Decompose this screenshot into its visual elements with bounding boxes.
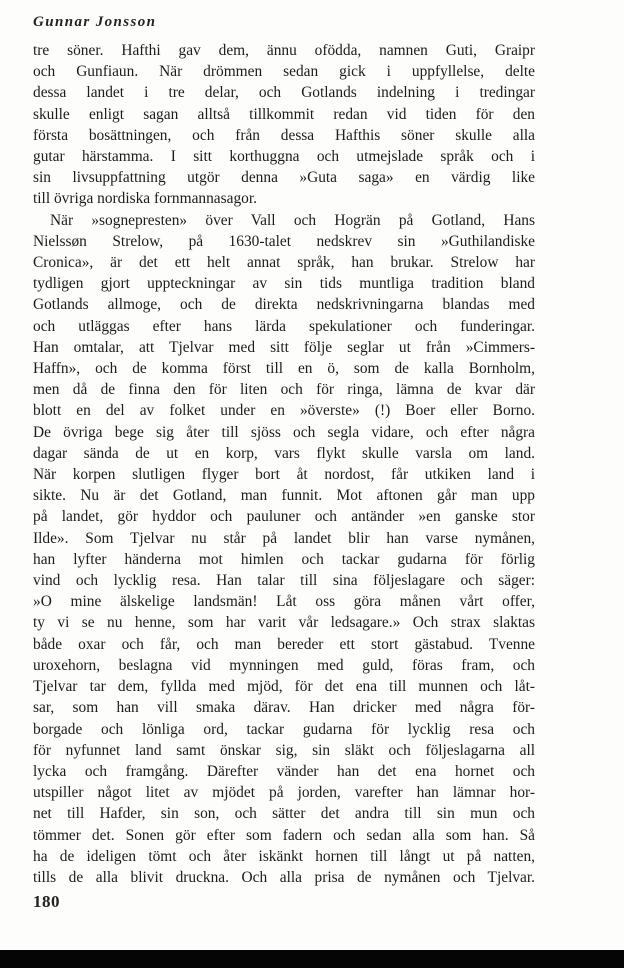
text-line: net till Hafder, sin son, och sätter det andra till sin mun och (33, 805, 535, 823)
text-line: gutar härstamma. I sitt korthuggna och utmejslade språk och i (33, 148, 535, 166)
body-text (33, 40, 535, 888)
text-line: När korpen slutligen flyger bort åt nordost, får utkiken land i (33, 466, 535, 484)
text-line: lycka och framgång. Därefter vänder han det ena hornet och (33, 762, 535, 780)
text-line: och utläggas efter hans lärda spekulationer och funderingar. (33, 317, 535, 335)
text-line: Tjelvar tar dem, fyllda med mjöd, för det ena till munnen och låt- (33, 678, 535, 696)
text-line: »O mine älskelige landsmän! Låt oss göra månen vårt offer, (33, 593, 535, 611)
text-line: skulle enligt sagan alltså tillkommit redan vid tiden för den (33, 105, 535, 123)
text-line: tydligen gjort uppteckningar av sin tids muntliga tradition bland (33, 275, 535, 293)
text-line: vind och lycklig resa. Han talar till sina följeslagare och säger: (33, 572, 535, 590)
text-line: på landet, gör hyddor och pauluner och antänder »en ganske stor (33, 508, 535, 526)
scan-bottom-edge (0, 950, 624, 968)
text-line: både oxar och får, och man bereder ett stort gästabud. Tvenne (33, 635, 535, 653)
running-head: Gunnar Jonsson (33, 14, 157, 30)
text-line: Ilde». Som Tjelvar nu står på landet blir han varse nymånen, (33, 529, 535, 547)
page-number: 180 (33, 892, 60, 911)
text-line: Han omtalar, att Tjelvar med sitt följe seglar ut från »Cimmers- (33, 338, 535, 356)
text-line: till övriga nordiska fornmannasagor. (33, 190, 257, 208)
text-line: han lyfter händerna mot himlen och tackar gudarna för förlig (33, 550, 535, 568)
text-line: för nyfunnet land samt önskar sig, sin släkt och följeslagarna all (33, 741, 535, 759)
text-line: ty vi se nu henne, som har varit vår ledsagare.» Och strax slaktas (33, 614, 535, 632)
text-line: sikte. Nu är det Gotland, man funnit. Mot aftonen går man upp (33, 487, 535, 505)
text-line: När »sognepresten» över Vall och Hogrän på Gotland, Hans (50, 211, 535, 229)
text-line: men då de finna den för liten och för ringa, lämna de kvar där (33, 381, 535, 399)
text-line: tömmer det. Sonen gör efter som fadern och sedan alla som han. Så (33, 826, 535, 844)
text-line: första bosättningen, och från dessa Hafthis söner skulle alla (33, 126, 535, 144)
text-line: Cronica», är det ett helt annat språk, han brukar. Strelow har (33, 254, 535, 272)
text-line: Haffn», och de komma först till en ö, som de kalla Bornholm, (33, 360, 535, 378)
text-line: ha de ideligen tömt och åter iskänkt hornen till långt ut på natten, (33, 847, 535, 865)
text-line: borgade och lönliga ord, tackar gudarna för lycklig resa och (33, 720, 535, 738)
text-line: tills de alla blivit druckna. Och alla prisa de nymånen och Tjelvar. (33, 868, 535, 886)
text-line: sin livsuppfattning utgör denna »Guta saga» en värdig like (33, 169, 535, 187)
text-line: tre söner. Hafthi gav dem, ännu ofödda, namnen Guti, Graipr (33, 42, 535, 59)
text-line: De övriga bege sig åter till sjöss och segla vidare, och efter några (33, 423, 535, 441)
text-line: blott en del av folket under en »överste» (!) Boer eller Borno. (33, 402, 535, 420)
text-line: och Gunfiaun. När drömmen sedan gick i uppfyllelse, delte (33, 63, 535, 81)
text-line: dessa landet i tre delar, och Gotlands indelning i tredingar (33, 84, 535, 102)
text-line: utspiller något litet av mjödet på jorden, varefter han lämnar hor- (33, 784, 535, 802)
text-line: Nielssøn Strelow, på 1630-talet nedskrev sin »Guthilandiske (33, 232, 535, 250)
text-line: Gotlands allmoge, och de direkta nedskrivningarna blandas med (33, 296, 535, 314)
text-line: uroxehorn, beslagna vid mynningen med guld, föras fram, och (33, 656, 535, 674)
text-line: dagar sända de ut en korp, vars flykt skulle varsla om land. (33, 444, 535, 462)
text-line: sar, som han vill smaka därav. Han dricker med några för- (33, 699, 535, 717)
